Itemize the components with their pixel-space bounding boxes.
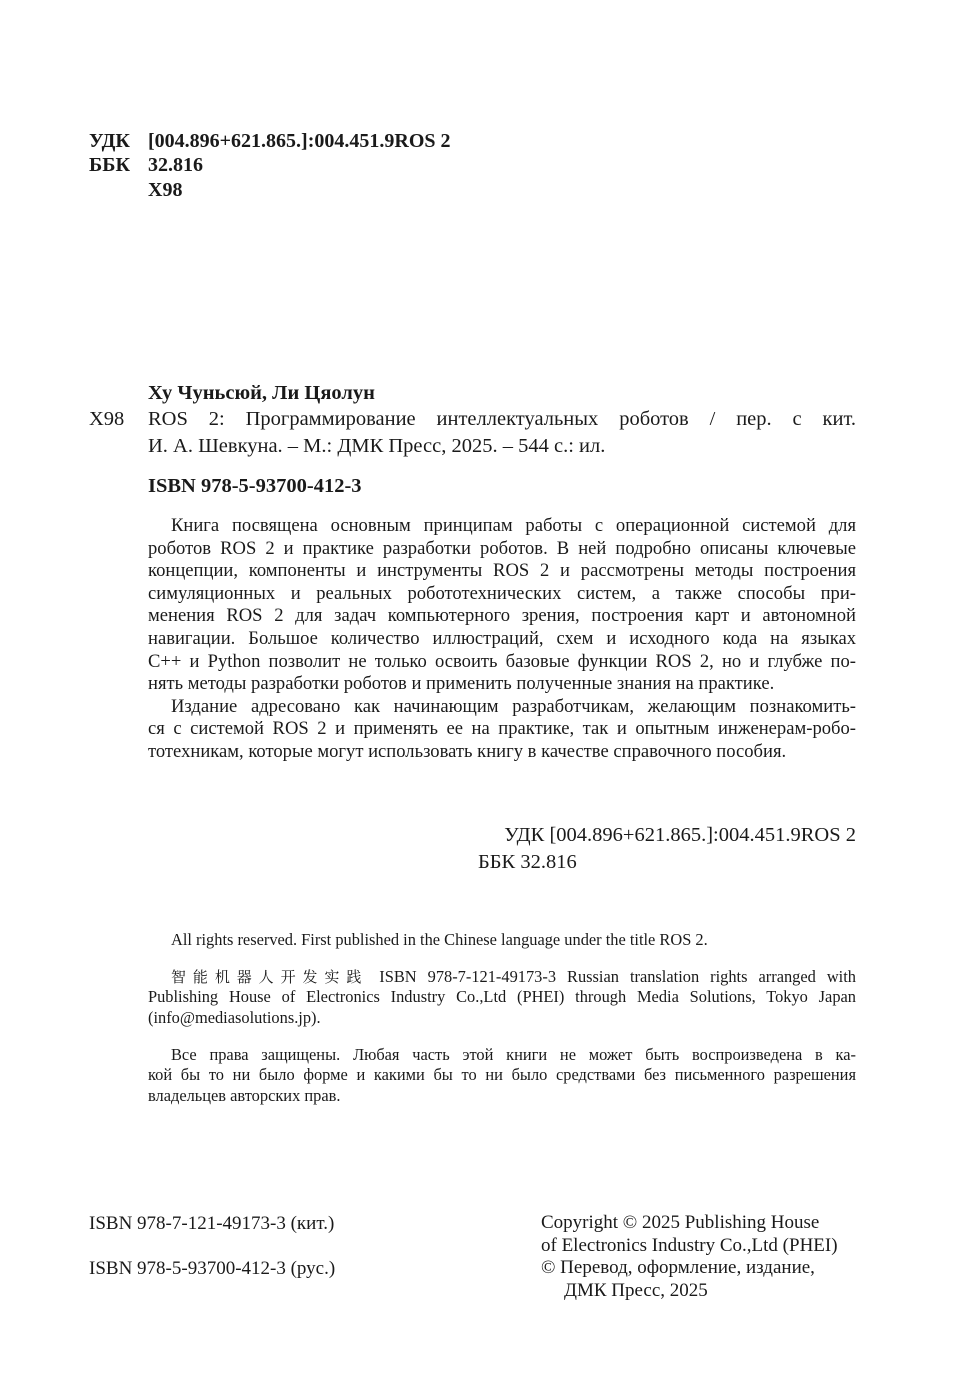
isbn-primary: ISBN 978-5-93700-412-3 [148,475,362,497]
annotation-line: роботов ROS 2 и практике разработки роботов. В ней подробно описаны ключевые [148,537,856,559]
annotation-line: ся с системой ROS 2 и применять ее на практике, так и опытным инженерам-робо- [148,718,856,740]
bottom-udk-label: УДК [504,824,545,846]
rights-translation [148,967,856,1028]
annotation-line: Издание адресовано как начинающим разработчикам, желающим познакомить- [171,695,856,717]
rights-line: (info@mediasolutions.jp). [148,1007,321,1027]
isbn-chinese: ISBN 978-7-121-49173-3 (кит.) [89,1213,335,1234]
footer-copyright [541,1212,838,1303]
annotation-line: менения ROS 2 для задач компьютерного зрения, построения карт и автономной [148,605,856,627]
copyright-line: ДМК Пресс, 2025 [564,1280,708,1302]
bottom-udk-line [478,822,856,849]
annotation-line: симуляционных и реальных робототехнических систем, а также способы при- [148,582,856,604]
annotation-line: концепции, компоненты и инструменты ROS 2 и рассмотрены методы построения [148,560,856,582]
chinese-title: 智能机器人开发实践 [171,968,369,986]
annotation [148,515,856,764]
copyright-line: Copyright © 2025 Publishing House [541,1212,820,1233]
annotation-line: нять методы разработки роботов и применить полученные знания на практике. [148,673,775,695]
annotation-paragraph [148,515,856,696]
isbn-russian: ISBN 978-5-93700-412-3 (рус.) [89,1258,336,1279]
rights-russian [148,1045,856,1106]
title-line: И. А. Шевкуна. – М.: ДМК Пресс, 2025. – 544 с.: ил. [148,435,606,457]
annotation-line: навигации. Большое количество иллюстраций, схем и исходного кода на языках [148,627,856,649]
footer-isbn [89,1212,335,1280]
bottom-bbk-value: 32.816 [520,851,577,873]
copyright-line: of Electronics Industry Co.,Ltd (PHEI) [541,1234,838,1256]
rights-english [148,930,856,950]
record-author-mark: Х98 [89,408,125,430]
annotation-paragraph [148,696,856,764]
bottom-bbk-line [478,849,856,876]
udk-value: [004.896+621.865.]:004.451.9ROS 2 [148,130,451,152]
record-title [148,406,856,460]
authors: Ху Чуньсюй, Ли Цяолун [148,382,375,404]
classification-block [89,129,589,209]
title-line: ROS 2: Программирование интеллектуальных роботов / пер. с кит. [148,408,856,430]
rights-line: Publishing House of Electronics Industry Co.,Ltd (PHEI) through Media Solutions, Tokyo Japan [148,987,856,1007]
rights-line: кой бы то ни было форме и какими бы то ни было средствами без письменного разрешения [148,1065,856,1085]
annotation-line: тотехникам, которые могут использовать книгу в качестве справочного пособия. [148,740,787,762]
author-mark: Х98 [148,179,183,201]
bbk-label: ББК [89,154,130,176]
bbk-value: 32.816 [148,154,203,176]
rights-line: Все права защищены. Любая часть этой книги не может быть воспроизведена в ка- [171,1045,856,1064]
rights-line: All rights reserved. First published in the Chinese language under the title ROS 2. [171,930,708,949]
rights-line: 智能机器人开发实践 ISBN 978-7-121-49173-3 Russian translation rights arranged with [171,967,856,986]
bottom-codes [478,822,856,876]
udk-label: УДК [89,130,130,152]
bottom-bbk-label: ББК [478,851,516,873]
rights-line: владельцев авторских прав. [148,1085,341,1105]
annotation-line: Книга посвящена основным принципам работы с операционной системой для [171,515,856,536]
annotation-line: C++ и Python позволит не только освоить базовые функции ROS 2, но и глубже по- [148,650,856,672]
copyright-line: © Перевод, оформление, издание, [541,1257,815,1279]
bottom-udk-value: [004.896+621.865.]:004.451.9ROS 2 [549,824,856,846]
